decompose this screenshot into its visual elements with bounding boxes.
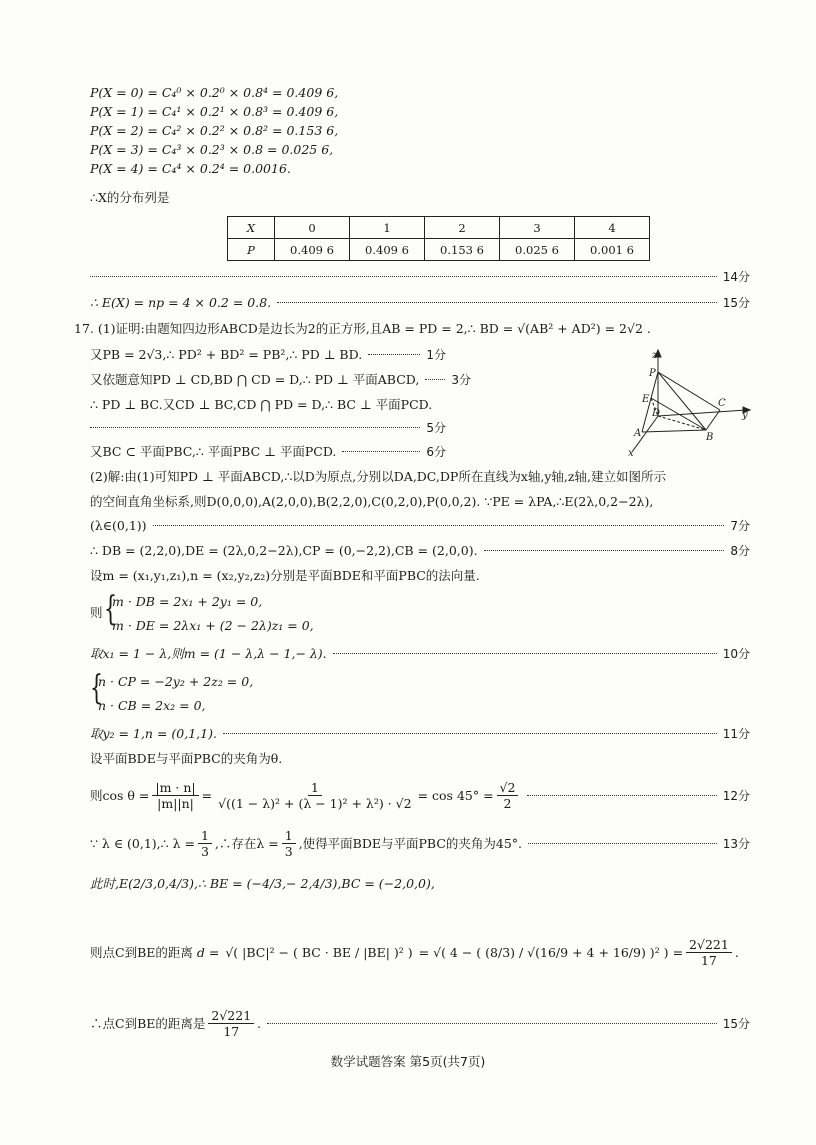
cos-frac-1: $\frac{|m \cdot n|}{|m||n|}$ <box>152 780 198 811</box>
score-line-14: 14分 <box>90 268 750 286</box>
q17-line-6: (2)解:由(1)可知PD ⊥ 平面ABCD,∴以D为原点,分别以DA,DC,DP所在直线为x轴,y轴,z轴,建立如图所示 <box>90 469 666 484</box>
system-m-eq1: m · DB = 2x₁ + 2y₁ = 0, <box>112 594 263 609</box>
label-C: C <box>718 398 726 409</box>
distance-expr-1: √( |BC|² − ( BC · BE / |BE| )² ) <box>225 944 413 960</box>
q17-line-4: ∴ PD ⊥ BC.又CD ⊥ BC,CD ⋂ PD = D,∴ BC ⊥ 平面PCD. <box>90 397 433 412</box>
prob-line-2: P(X = 2) = C₄² × 0.2² × 0.8² = 0.153 6, <box>90 123 339 138</box>
system-n-eq2: n · CB = 2x₂ = 0, <box>98 698 206 713</box>
table-cell: 0.153 6 <box>425 239 500 261</box>
label-A: A <box>634 428 642 439</box>
cos-frac-3: $\frac{√2}{2}$ <box>497 780 519 811</box>
table-cell: 0.025 6 <box>500 239 575 261</box>
table-cell: P <box>228 239 275 261</box>
system-brace-m: { <box>104 589 117 629</box>
q17-line-15: 设平面BDE与平面PBC的夹角为θ. <box>90 751 283 766</box>
conclusion-line: ∴点C到BE的距离是 $\frac{2√221}{17}$ . 15分 <box>90 1007 750 1039</box>
table-cell: 0.001 6 <box>575 239 650 261</box>
cos-rhs: = cos 45° = <box>417 787 494 803</box>
label-z: z <box>652 350 658 361</box>
distance-expr-2: = √( 4 − ( (8/3) / √(16/9 + 4 + 16/9) )² ) <box>418 944 669 960</box>
label-P: P <box>649 368 656 379</box>
cos-formula-line: 则cos θ = $\frac{|m \cdot n|}{|m||n|}$ = $\frac{1}{\text{√((1 − λ)² + (λ − 1)² + λ²) · √2}}$ = cos 45° = $\frac{√2}{2}$ 12分 <box>90 779 750 811</box>
q17-line-1: 17. (1)证明:由题知四边形ABCD是边长为2的正方形,且AB = PD = 2,∴ BD = √(AB² + AD²) = 2√2 . <box>74 321 651 336</box>
system-n-eq1: n · CP = −2y₂ + 2z₂ = 0, <box>98 674 254 689</box>
table-row <box>228 239 650 261</box>
conclusion-frac: $\frac{2√221}{17}$ <box>208 1008 254 1039</box>
q17-line-2: 又PB = 2√3,∴ PD² + BD² = PB²,∴ PD ⊥ BD. 1分 <box>90 347 446 362</box>
table-cell: 3 <box>500 217 575 239</box>
table-cell: 1 <box>350 217 425 239</box>
q17-line-7: 的空间直角坐标系,则D(0,0,0),A(2,0,0),B(2,2,0),C(0,2,0),P(0,0,2). ∵PE = λPA,∴E(2λ,0,2−2λ), <box>90 494 654 509</box>
system-m-eq2: m · DE = 2λx₁ + (2 − 2λ)z₁ = 0, <box>112 618 314 633</box>
table-cell: 0.409 6 <box>275 239 350 261</box>
prob-line-1: P(X = 1) = C₄¹ × 0.2¹ × 0.8³ = 0.409 6, <box>90 104 339 119</box>
distance-line: 则点C到BE的距离 d = √( |BC|² − ( BC · BE / |BE| )² ) = √( 4 − ( (8/3) / √(16/9 + 4 + 16/9) )² ) = $\frac{2√221}{17}$ . <box>90 936 739 968</box>
q17-score-5: 5分 <box>90 419 446 437</box>
page-footer: 数学试题答案 第5页(共7页) <box>330 1054 486 1069</box>
table-cell: 0.409 6 <box>350 239 425 261</box>
label-B: B <box>706 432 714 443</box>
e-point-line: 此时,E(2/3,0,4/3),∴ BE = (−4/3,− 2,4/3),BC = (−2,0,0), <box>90 876 435 891</box>
system-brace-n: { <box>90 668 103 708</box>
q17-line-14: 取y₂ = 1,n = (0,1,1). 11分 <box>90 726 750 741</box>
prob-line-4: P(X = 4) = C₄⁴ × 0.2⁴ = 0.0016. <box>90 161 291 176</box>
expectation-line: ∴ E(X) = np = 4 × 0.2 = 0.8. 15分 <box>90 295 750 310</box>
label-x: x <box>628 448 634 458</box>
q17-then: 则 <box>90 605 103 620</box>
distance-result: $\frac{2√221}{17}$ <box>686 937 732 968</box>
q17-line-10: 设m = (x₁,y₁,z₁),n = (x₂,y₂,z₂)分别是平面BDE和平面PBC的法向量. <box>90 568 480 583</box>
q17-line-12: 取x₁ = 1 − λ,则m = (1 − λ,λ − 1,− λ). 10分 <box>90 646 750 661</box>
q17-line-3: 又依题意知PD ⊥ CD,BD ⋂ CD = D,∴ PD ⊥ 平面ABCD, 3分 <box>90 372 471 387</box>
table-cell: 4 <box>575 217 650 239</box>
lambda-frac-2: $\frac{1}{3}$ <box>282 828 296 859</box>
prob-line-0: P(X = 0) = C₄⁰ × 0.2⁰ × 0.8⁴ = 0.409 6, <box>90 85 339 100</box>
table-cell: 2 <box>425 217 500 239</box>
q17-line-8: (λ∈(0,1)) 7分 <box>90 518 750 533</box>
q17-line-9: ∴ DB = (2,2,0),DE = (2λ,0,2−2λ),CP = (0,−2,2),CB = (2,0,0). 8分 <box>90 543 750 558</box>
table-cell: X <box>228 217 275 239</box>
lambda-frac-1: $\frac{1}{3}$ <box>198 828 212 859</box>
distribution-table <box>227 216 650 261</box>
prob-line-3: P(X = 3) = C₄³ × 0.2³ × 0.8 = 0.025 6, <box>90 142 334 157</box>
table-cell: 0 <box>275 217 350 239</box>
table-row <box>228 217 650 239</box>
cos-lhs: 则cos θ = <box>90 788 150 803</box>
cos-frac-2: $\frac{1}{\text{√((1 − λ)² + (λ − 1)² + λ²) · √2}}$ <box>218 779 412 811</box>
lambda-line: ∵ λ ∈ (0,1),∴ λ = $\frac{1}{3}$ ,∴存在λ = $\frac{1}{3}$ ,使得平面BDE与平面PBC的夹角为45°. 13分 <box>90 827 750 859</box>
label-D: D <box>652 408 661 419</box>
q17-line-5: 又BC ⊂ 平面PBC,∴ 平面PBC ⊥ 平面PCD. 6分 <box>90 444 446 459</box>
label-E: E <box>642 394 650 405</box>
coordinate-figure <box>622 346 752 458</box>
y-axis <box>658 410 746 416</box>
label-y: y <box>742 410 748 421</box>
distribution-intro: ∴X的分布列是 <box>90 190 170 205</box>
